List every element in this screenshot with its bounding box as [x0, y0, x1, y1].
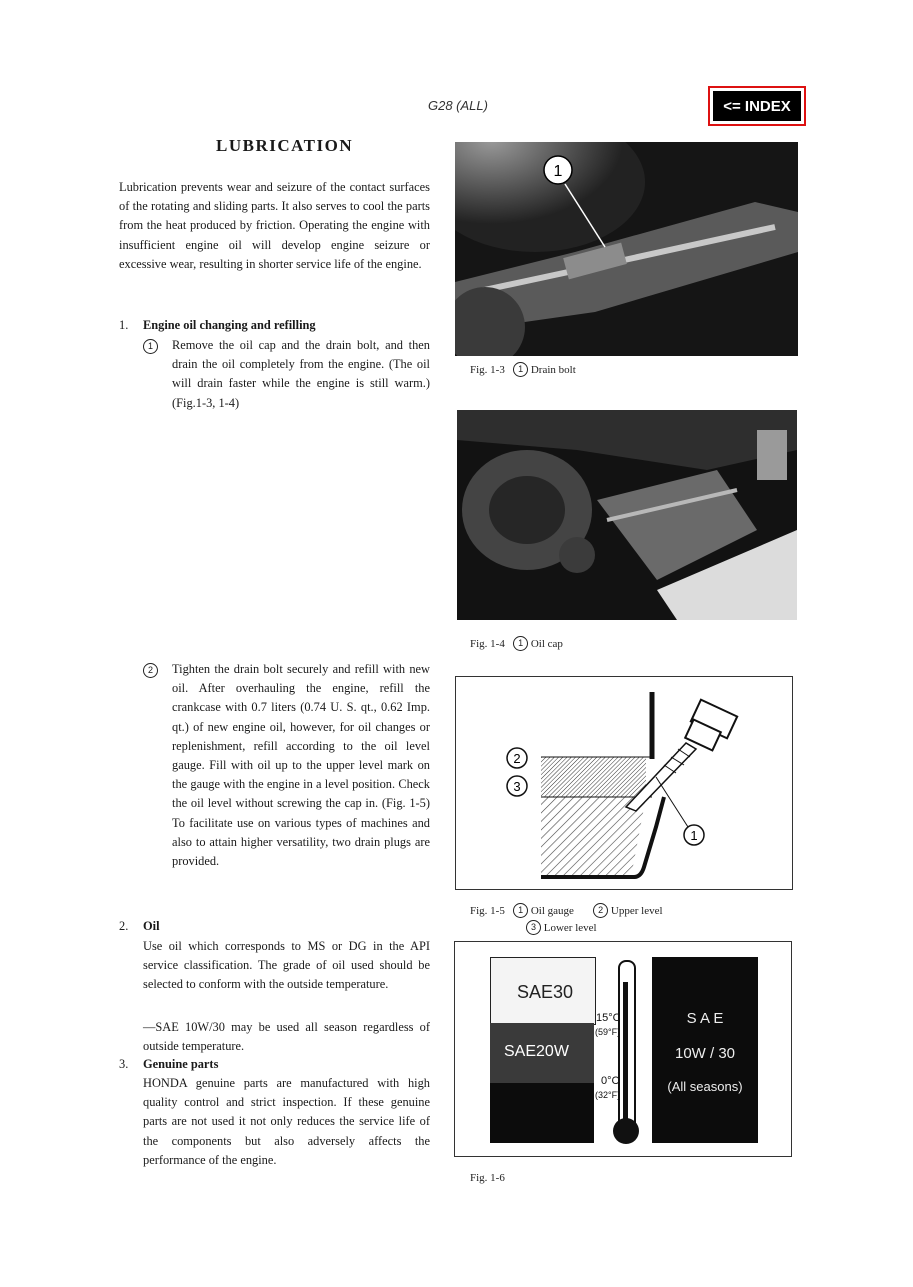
sae-label: S A E [686, 1010, 724, 1027]
fig-1-5-item-1: Oil gauge [530, 905, 574, 917]
all-season-box [652, 957, 758, 1143]
page-title: LUBRICATION [216, 136, 354, 155]
oil-cap-photo-illustration [457, 410, 797, 620]
temp-low-f: (32°F) [595, 1090, 621, 1100]
step-1-text: Remove the oil cap and the drain bolt, and then drain the oil completely from the engine. (The oil will drain faster while the engine is still warm.) (Fig.1-3, 1-4) [172, 338, 430, 410]
step-2-text: Tighten the drain bolt securely and refill with new oil. After overhauling the engine, refill the crankcase with 0.7 liters (0.74 U. S. qt., 0.62 Imp. qt.) of new engine oil, however, for oil changes or replenishment, refill according to the oil level gauge. Fill with oil up to the upper level mark on the gauge with the engine in a level position. Check the oil level without screwing the cap in. (Fig. 1-5) To facilitate use on various types of machines and also to attain higher versatility, two drain plugs are provided. [172, 662, 430, 869]
fig-1-3-callout: 1 [553, 163, 563, 180]
step-1-circle: 1 [143, 339, 158, 354]
fig-1-5-item-3-marker: 3 [526, 920, 541, 935]
fig-1-5-callout-2: 2 [513, 751, 521, 766]
oil-gauge-diagram [456, 677, 792, 889]
page-model-header: G28 (ALL) [428, 98, 488, 113]
index-button[interactable]: <= INDEX [713, 91, 801, 121]
temp-high-c: 15°C [596, 1012, 621, 1024]
fig-1-5-item-2: Upper level [610, 905, 663, 917]
fig-1-4-photo [457, 410, 797, 620]
sae20w-box [490, 1023, 594, 1083]
winter-box [490, 1083, 594, 1143]
fig-1-6-caption: Fig. 1-6 [470, 1172, 505, 1184]
sae30-box [490, 957, 596, 1025]
intro-paragraph: Lubrication prevents wear and seizure of the contact surfaces of the rotating and sliding parts. It also serves to cool the parts from the heat produced by friction. Operating the engine with insufficient engine oil will develop engine seizure or excessive wear, resulting in shorter service life of the engine. [119, 180, 430, 271]
fig-1-3-item: Drain bolt [530, 364, 576, 376]
fig-1-5-diagram [455, 676, 793, 890]
fig-1-5-caption-line2 [526, 920, 597, 935]
section-2-heading: Oil [143, 919, 160, 933]
fig-1-3-label: Fig. 1-3 [470, 364, 505, 376]
fig-1-5-label: Fig. 1-5 [470, 905, 505, 917]
fig-1-5-item-1-marker: 1 [513, 903, 528, 918]
sae20w-label: SAE20W [504, 1043, 569, 1060]
section-3-number: 3. [119, 1057, 129, 1071]
fig-1-3-caption [470, 362, 576, 377]
step-1-marker [143, 337, 158, 356]
step-2-circle: 2 [143, 663, 158, 678]
fig-1-5-callout-1: 1 [690, 828, 698, 843]
fig-1-4-item: Oil cap [530, 638, 563, 650]
section-3-heading: Genuine parts [143, 1057, 219, 1071]
fig-1-3-photo [455, 142, 798, 356]
sae30-label: SAE30 [517, 982, 574, 1002]
grade-label: 10W / 30 [674, 1045, 736, 1062]
temp-high-f: (59°F) [595, 1027, 621, 1037]
thermometer-mercury [623, 982, 628, 1132]
drain-bolt-photo-illustration [455, 142, 798, 356]
index-link-frame[interactable] [708, 86, 806, 126]
fig-1-4-label: Fig. 1-4 [470, 638, 505, 650]
section-2-note: —SAE 10W/30 may be used all season regardless of outside temperature. [143, 1020, 430, 1054]
fig-1-3-item-marker: 1 [513, 362, 528, 377]
fig-1-6-diagram [454, 941, 792, 1157]
fig-1-5-callout-3: 3 [513, 779, 521, 794]
step-2-marker [143, 661, 158, 680]
section-1-heading: Engine oil changing and refilling [143, 318, 316, 332]
fig-1-5-item-2-marker: 2 [593, 903, 608, 918]
all-seasons-label: (All seasons) [667, 1079, 743, 1094]
section-2-number: 2. [119, 919, 129, 933]
fig-1-4-item-marker: 1 [513, 636, 528, 651]
temp-low-c: 0°C [601, 1075, 620, 1087]
thermometer-bulb [613, 1118, 639, 1144]
section-1-number: 1. [119, 318, 129, 332]
fig-1-5-item-3: Lower level [543, 922, 597, 934]
section-3-body: HONDA genuine parts are manufactured with high quality control and strict inspection. If these genuine parts are not used it not only reduces the service life of the components but also adversely affects the performance of the engine. [143, 1076, 430, 1167]
section-2-body: Use oil which corresponds to MS or DG in the API service classification. The grade of oil used should be selected to conform with the outside temperature. [143, 939, 430, 992]
fig-1-4-caption [470, 636, 563, 651]
fig-1-5-caption-line1 [470, 903, 663, 918]
